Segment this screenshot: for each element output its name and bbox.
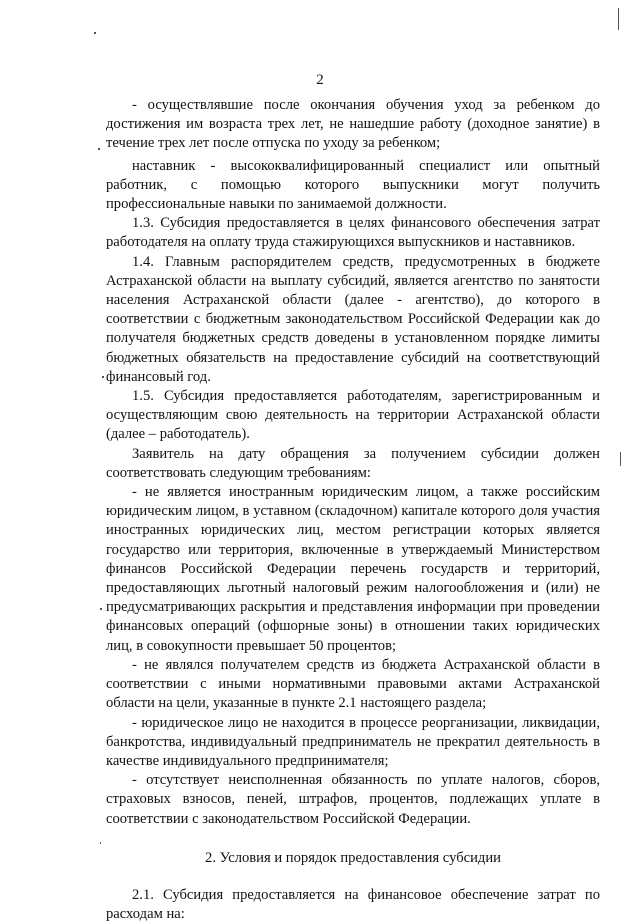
paragraph: 1.3. Субсидия предоставляется в целях финансового обеспечения затрат работодателя на оплату труда стажирующихся выпускников и наставников. [106, 215, 600, 251]
paragraph: - не является иностранным юридическим лицом, а также российским юридическим лицом, в уставном (складочном) капитале которого доля участия иностранных юридических лиц, местом регистрации которых является государство или территория, включенные в утверждаемый Министерством финансов Российской Федерации перечень государств и территорий, предоставляющих льготный налоговый режим налогообложения и (или) не предусматривающих раскрытия и представления информации при проведении финансовых операций (офшорные зоны) в отношении таких юридических лиц, в совокупности превышает 50 процентов; [106, 484, 600, 654]
paragraph: - осуществлявшие после окончания обучения уход за ребенком до достижения им возраста трех лет, не нашедшие работу (доходное занятие) в течение трех лет после отпуска по уходу за ребенком; [106, 97, 600, 152]
scan-speck [98, 148, 100, 150]
scan-speck [620, 452, 621, 466]
paragraph: 1.5. Субсидия предоставляется работодателям, зарегистрированным и осуществляющим свою деятельность на территории Астраханской области (далее – работодатель). [106, 388, 600, 443]
paragraph: - не являлся получателем средств из бюджета Астраханской области в соответствии с иными нормативными правовыми актами Астраханской области на цели, указанные в пункте 2.1 настоящего раздела; [106, 656, 600, 712]
section-title: 2. Условия и порядок предоставления субсидии [205, 849, 501, 866]
paragraph: наставник - высококвалифицированный специалист или опытный работник, с помощью которого выпускники могут получить профессиональные навыки по занимаемой должности. [106, 157, 600, 213]
scan-speck [100, 842, 101, 844]
scan-speck [618, 8, 619, 30]
paragraph: - отсутствует неисполненная обязанность по уплате налогов, сборов, страховых взносов, пеней, штрафов, процентов, подлежащих уплате в соответствии с законодательством Российской Федерации. [106, 772, 600, 827]
scan-speck [102, 376, 104, 378]
document-body [106, 96, 600, 924]
paragraph: 1.4. Главным распорядителем средств, предусмотренных в бюджете Астраханской области на выплату субсидий, является агентство по занятости населения Астраханской области (далее - агентство), до которого в соответствии с бюджетным законодательством Российской Федерации как до получателя бюджетных средств доведены в установленном порядке лимиты бюджетных обязательств на предоставление субсидий на соответствующий финансовый год. [106, 253, 600, 385]
page-number: 2 [316, 72, 324, 88]
scan-speck [94, 32, 96, 34]
paragraph: 2.1. Субсидия предоставляется на финансовое обеспечение затрат по расходам на: [106, 886, 600, 923]
scan-speck [100, 608, 102, 610]
paragraph: - юридическое лицо не находится в процессе реорганизации, ликвидации, банкротства, индивидуальный предприниматель не прекратил деятельность в качестве индивидуального предпринимателя; [106, 714, 600, 769]
paragraph: Заявитель на дату обращения за получением субсидии должен соответствовать следующим требованиям: [106, 445, 600, 481]
